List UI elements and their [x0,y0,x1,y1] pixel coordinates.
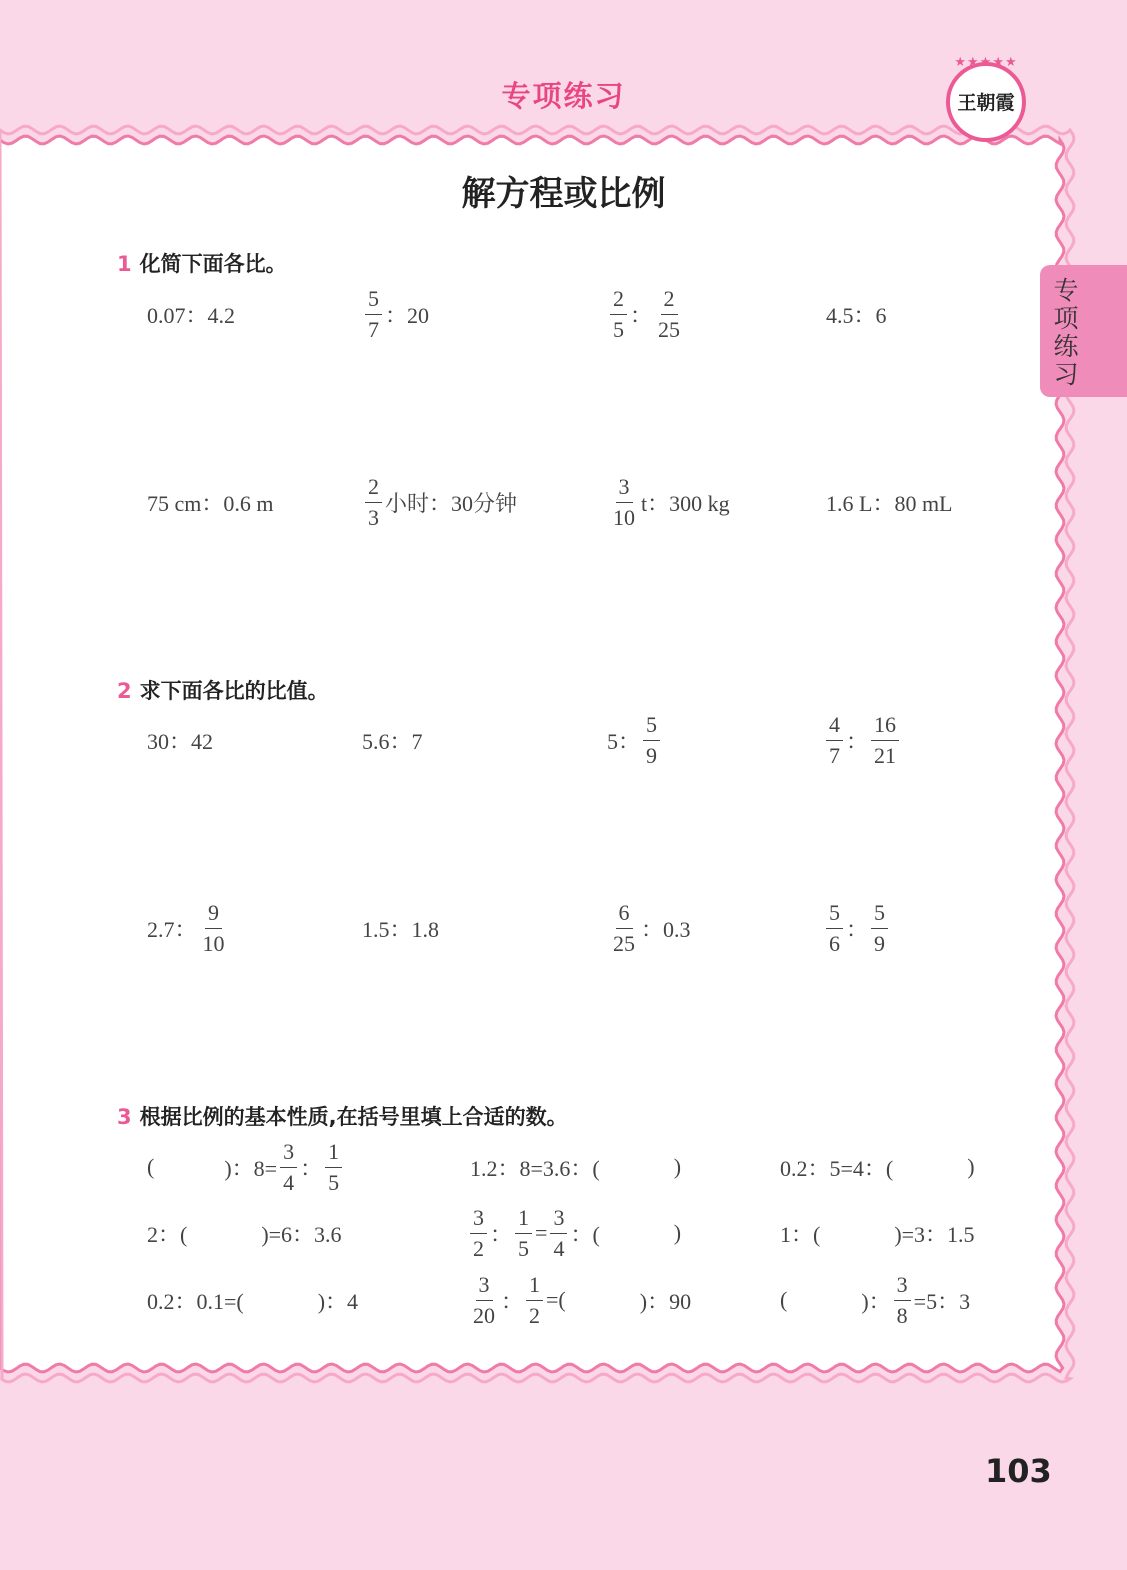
fraction: $\frac{3}{8}$ [894,1270,911,1331]
header-title: 专项练习 [501,79,626,113]
fraction: $\frac{3}{4}$ [280,1137,297,1198]
logo-text: 王朝霞 [957,92,1015,114]
fraction: $\frac{6}{25}$ [613,899,635,956]
problem-1-7: $\frac{3}{10}$ t：300 kg [607,470,730,534]
fraction: $\frac{5}{7}$ [365,284,382,345]
problem-2-4: $\frac{4}{7}$ ： $\frac{16}{21}$ [823,708,902,772]
problem-1-5: 75 cm：0.6 m [147,490,274,516]
problem-1-3: $\frac{2}{5}$ ： $\frac{2}{25}$ [607,282,686,346]
page-number: 103 [985,1452,1052,1490]
side-tab[interactable] [1040,265,1127,397]
fraction: $\frac{4}{7}$ [826,710,843,771]
problem-3-1: ( )：8= $\frac{3}{4}$ ： $\frac{1}{5}$ [147,1135,345,1199]
problem-1-8: 1.6 L：80 mL [826,490,953,516]
fraction: $\frac{5}{9}$ [643,710,660,771]
problem-3-9: ( )： $\frac{3}{8}$ =5：3 [780,1268,970,1332]
section-text: 求下面各比的比值。 [139,679,329,703]
fraction: $\frac{5}{9}$ [871,898,888,959]
problem-1-1: 0.07：4.2 [147,302,236,328]
section-number: 3 [117,1105,132,1129]
section-2-heading [117,675,329,705]
section-text: 根据比例的基本性质,在括号里填上合适的数。 [139,1105,568,1129]
problem-3-5: $\frac{3}{2}$ ： $\frac{1}{5}$ = $\frac{3}{4}$ ：( ) [467,1201,681,1265]
fraction: $\frac{1}{5}$ [325,1137,342,1198]
problem-1-6: $\frac{2}{3}$ 小时：30分钟 [362,470,517,534]
problem-2-1: 30：42 [147,728,214,754]
fraction: $\frac{3}{20}$ [473,1271,495,1328]
section-number: 2 [117,679,132,703]
section-1-heading [117,248,287,278]
problem-3-8: $\frac{3}{20}$ ： $\frac{1}{2}$ =( )：90 [467,1268,691,1332]
problem-3-4: 2：( )=6：3.6 [147,1221,342,1247]
fraction: $\frac{3}{2}$ [470,1203,487,1264]
section-3-heading [117,1101,568,1131]
logo-crown: ★★★★★ [954,54,1018,69]
fraction: $\frac{5}{6}$ [826,898,843,959]
problem-3-7: 0.2：0.1=( )：4 [147,1288,359,1314]
fraction: $\frac{2}{25}$ [658,285,681,342]
fraction: $\frac{1}{2}$ [526,1270,543,1331]
problem-2-8: $\frac{5}{6}$ ： $\frac{5}{9}$ [823,896,891,960]
problem-2-5: 2.7： $\frac{9}{10}$ [147,896,231,960]
problem-2-7: $\frac{6}{25}$ ：0.3 [607,896,691,960]
publisher-logo [946,54,1026,142]
problem-3-6: 1：( )=3：1.5 [780,1221,975,1247]
section-number: 1 [117,252,132,276]
side-tab-label: 专项练习 [1053,276,1079,389]
problem-2-6: 1.5：1.8 [362,916,440,942]
problem-3-3: 0.2：5=4：( ) [780,1154,975,1181]
fraction: $\frac{2}{5}$ [610,284,627,345]
problem-1-2: $\frac{5}{7}$ ：20 [362,282,429,346]
fraction: $\frac{1}{5}$ [515,1203,532,1264]
fraction: $\frac{9}{10}$ [202,899,225,956]
fraction: $\frac{3}{4}$ [550,1203,567,1264]
problem-1-4: 4.5：6 [826,302,887,328]
fraction: $\frac{16}{21}$ [871,710,899,771]
section-text: 化简下面各比。 [139,252,287,276]
fraction: $\frac{3}{10}$ [613,473,635,530]
problem-2-3: 5： $\frac{5}{9}$ [607,708,663,772]
problem-2-2: 5.6：7 [362,728,423,754]
problem-3-2: 1.2：8=3.6：( ) [470,1154,682,1181]
page-title: 解方程或比例 [461,174,666,214]
fraction: $\frac{2}{3}$ [365,472,382,533]
